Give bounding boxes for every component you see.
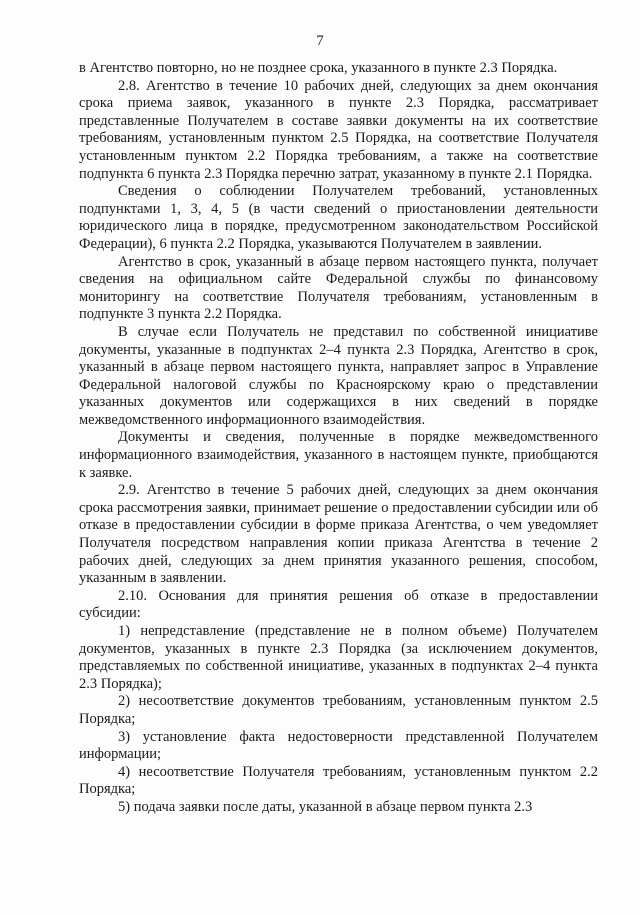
list-item: 2) несоответствие документов требованиям, установленным пунктом 2.5 Порядка;: [79, 693, 598, 727]
list-item: 5) подача заявки после даты, указанной в абзаце первом пункта 2.3: [118, 798, 533, 815]
paragraph: Сведения о соблюдении Получателем требований, установленных подпунктами 1, 3, 4, 5 (в части сведений о приостановлении деятельности юридического лица в порядке, предусмотренном законодательством Российской Федерации), 6 пункта 2.2 Порядка, указываются Получателем в заявлении.: [79, 183, 598, 252]
paragraph: Агентство в срок, указанный в абзаце первом настоящего пункта, получает сведения на официальном сайте Федеральной службы по финансовому мониторингу на соответствие Получателя требованиям, установленным в подпункте 3 пункта 2.2 Порядка.: [79, 253, 598, 323]
paragraph: в Агентство повторно, но не позднее срока, указанного в пункте 2.3 Порядка.: [79, 60, 558, 76]
page-number: 7: [316, 33, 324, 49]
paragraph: 2.8. Агентство в течение 10 рабочих дней, следующих за днем окончания срока приема заявок, указанного в пункте 2.3 Порядка, рассматривает представленные Получателем в составе заявки документы на их соответствие требованиям, установленным пунктом 2.5 Порядка, на соответствие Получателя установленным пунктом 2.2 Порядка требованиям, а также на соответствие подпункта 6 пункта 2.3 Порядка перечню затрат, указанному в пункте 2.1 Порядка.: [79, 77, 598, 182]
document-body: [79, 60, 598, 817]
paragraph: В случае если Получатель не представил по собственной инициативе документы, указанные в подпунктах 2–4 пункта 2.3 Порядка, Агентство в срок, указанный в абзаце первом настоящего пункта, направляет запрос в Управление Федеральной налоговой службы по Красноярскому краю о представлении указанных документов или содержащихся в них сведений в порядке межведомственного информационного взаимодействия.: [79, 323, 598, 428]
paragraph: 2.10. Основания для принятия решения об отказе в предоставлении субсидии:: [79, 587, 598, 622]
list-item: 1) непредставление (представление не в полном объеме) Получателем документов, указанных в пункте 2.3 Порядка (за исключением документов, представляемых по собственной инициативе, указанных в подпунктах 2–4 пункта 2.3 Порядка);: [79, 623, 598, 692]
paragraph: 2.9. Агентство в течение 5 рабочих дней, следующих за днем окончания срока рассмотрения заявки, принимает решение о предоставлении субсидии или об отказе в предоставлении субсидии в форме приказа Агентства, о чем уведомляет Получателя посредством направления копии приказа Агентства в течение 2 рабочих дней, следующих за днем принятия указанного решения, способом, указанным в заявлении.: [79, 482, 598, 587]
paragraph: Документы и сведения, полученные в порядке межведомственного информационного взаимодействия, указанного в настоящем пункте, приобщаются к заявке.: [79, 429, 598, 481]
list-item: 4) несоответствие Получателя требованиям, установленным пунктом 2.2 Порядка;: [79, 763, 598, 798]
list-item: 3) установление факта недостоверности представленной Получателем информации;: [79, 728, 598, 763]
